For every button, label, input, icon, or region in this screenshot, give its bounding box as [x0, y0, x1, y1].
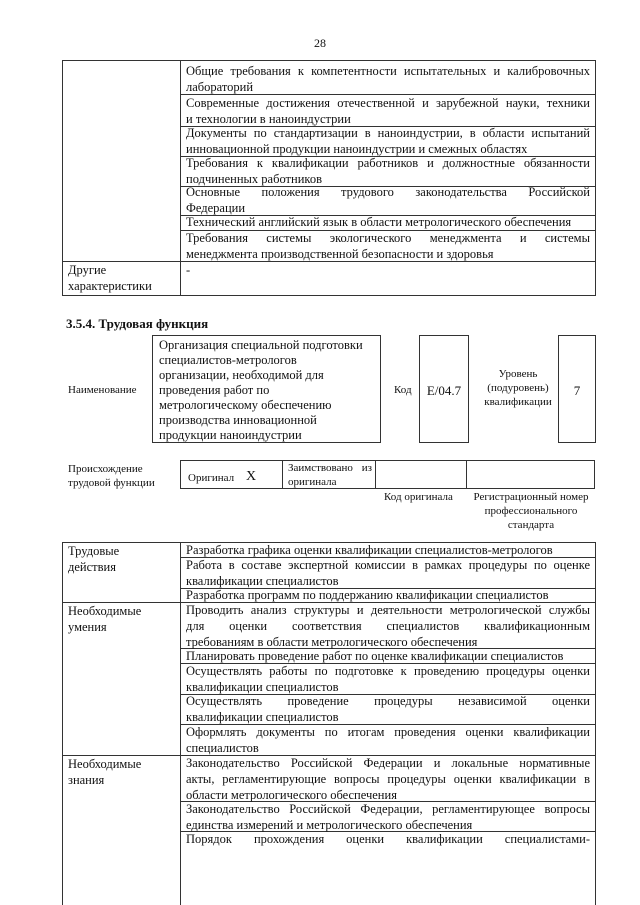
borrowed-line: оригинала [288, 476, 337, 488]
label-line: умения [68, 620, 107, 634]
borrowed-line: Заимствовано из [288, 462, 372, 474]
table-row [186, 542, 590, 558]
table-row [186, 831, 590, 847]
cell-line: подчиненных работников [186, 172, 322, 186]
origin-label-line: Происхождение [68, 463, 143, 475]
table-row [186, 602, 590, 650]
label-line: Необходимые [68, 757, 142, 771]
borrowed-label [288, 461, 372, 489]
original-label: Оригинал [188, 472, 235, 484]
cell-line: единства измерений и метрологического обеспечения [186, 818, 473, 832]
cell-line: Требования к квалификации работников и должностные обязанности [186, 156, 590, 170]
cell-line: Законодательство Российской Федерации, регламентирующее вопросы [186, 802, 590, 816]
name-text [159, 338, 363, 443]
table-row [186, 155, 590, 187]
cell-line: Работа в составе экспертной комиссии в рамках процедуры по оценке [186, 558, 590, 572]
level-label-line: квалификации [484, 396, 552, 408]
label-line: действия [68, 560, 116, 574]
level-label-line: Уровень [498, 368, 538, 380]
cell-line: Современные достижения отечественной и зарубежной науки, техники [186, 96, 590, 110]
cell-line: менеджмента производственной безопасности и здоровья [186, 247, 494, 261]
table-row [186, 724, 590, 756]
cell-line: характеристики [68, 279, 152, 293]
level-value: 7 [573, 383, 581, 398]
cell-line: требованиям в области метрологического обеспечения [186, 635, 478, 649]
name-line: Организация специальной подготовки [159, 338, 363, 352]
table-row [186, 648, 590, 664]
table-row [186, 63, 590, 95]
code-original-label: Код оригинала [384, 491, 453, 503]
cell-line: Общие требования к компетентности испытательных и калибровочных [186, 64, 590, 78]
cell-line: квалификации специалистов [186, 680, 339, 694]
origin-label [68, 462, 155, 490]
other-characteristics-label [68, 262, 178, 294]
table-row [186, 214, 590, 230]
table-border [62, 295, 596, 296]
table-row [186, 95, 590, 127]
level-label [480, 367, 556, 409]
code-value: E/04.7 [426, 383, 462, 398]
cell-line: Документы по стандартизации в наноиндустрии, в области испытаний [186, 126, 590, 140]
cell-line: Другие [68, 263, 107, 277]
level-label-line: (подуровень) [487, 382, 549, 394]
name-line: специалистов-метрологов [159, 353, 297, 367]
cell-line: Оформлять документы по итогам проведения оценки квалификации [186, 725, 590, 739]
cell-line: области метрологического обеспечения [186, 788, 397, 802]
cell-line: и технологии в наноиндустрии [186, 112, 351, 126]
name-line: проведения работ по [159, 383, 270, 397]
cell-line: квалификации специалистов [186, 574, 339, 588]
table-row [186, 663, 590, 695]
reg-line: профессионального [484, 505, 578, 517]
name-line: продукции наноиндустрии [159, 428, 302, 442]
cell-line: Планировать проведение работ по оценке квалификации специалистов [186, 649, 564, 663]
label-line: Необходимые [68, 604, 142, 618]
cell-line: лабораторий [186, 80, 254, 94]
cell-line: Порядок прохождения оценки квалификации специалистами- [186, 832, 590, 846]
cell-line: для оценки соответствия специалистов квалификационным [186, 619, 590, 633]
code-box [419, 335, 469, 443]
level-box [558, 335, 596, 443]
cell-line: Разработка графика оценки квалификации специалистов-метрологов [186, 543, 553, 557]
table-row [186, 755, 590, 803]
table-border [62, 60, 596, 61]
cell-line: Технический английский язык в области метрологического обеспечения [186, 215, 572, 229]
table-row [186, 230, 590, 262]
reg-number-label [466, 490, 596, 532]
cell-line: Федерации [186, 201, 246, 215]
cell-line: специалистов [186, 741, 259, 755]
other-characteristics-value: - [186, 263, 191, 277]
cell-divider [375, 461, 376, 488]
page-number: 28 [314, 36, 326, 50]
name-line: метрологическому обеспечению [159, 398, 332, 412]
name-line: производства инновационной [159, 413, 317, 427]
cell-line: инновационной продукции наноиндустрии и смежных областях [186, 142, 528, 156]
knowledge-label [68, 756, 141, 788]
table-border [595, 60, 596, 296]
section-heading: 3.5.4. Трудовая функция [66, 316, 209, 331]
cell-line: квалификации специалистов [186, 710, 339, 724]
reg-line: стандарта [507, 519, 555, 531]
cell-divider [466, 461, 467, 488]
table-border [62, 542, 63, 905]
table-border [595, 542, 596, 905]
table-row [186, 125, 590, 157]
table-row [186, 587, 590, 603]
table-row [186, 557, 590, 589]
name-box [152, 335, 381, 443]
table-row [186, 693, 590, 725]
name-label: Наименование [68, 384, 137, 396]
cell-line: акты, регламентирующие вопросы процедуры оценки квалификации в [186, 772, 590, 786]
cell-line: Проводить анализ структуры и деятельности метрологической службы [186, 603, 590, 617]
origin-label-line: трудовой функции [68, 477, 155, 489]
cell-line: Осуществлять проведение процедуры независимой оценки [186, 694, 590, 708]
original-mark: X [246, 469, 257, 484]
cell-line: Требования системы экологического менеджмента и системы [186, 231, 590, 245]
name-line: организации, необходимой для [159, 368, 324, 382]
cell-line: Осуществлять работы по подготовке к проведению процедуры оценки [186, 664, 590, 678]
origin-box [180, 460, 595, 489]
actions-label [68, 543, 119, 575]
reg-line: Регистрационный номер [473, 491, 589, 503]
table-row [186, 184, 590, 216]
cell-line: Законодательство Российской Федерации и локальные нормативные [186, 756, 590, 770]
label-line: знания [68, 773, 105, 787]
skills-label [68, 603, 141, 635]
label-line: Трудовые [68, 544, 120, 558]
table-row [186, 801, 590, 833]
code-label: Код [394, 384, 412, 396]
cell-line: Основные положения трудового законодательства Российской [186, 185, 590, 199]
cell-line: Разработка программ по поддержанию квалификации специалистов [186, 588, 549, 602]
cell-divider [282, 461, 283, 488]
